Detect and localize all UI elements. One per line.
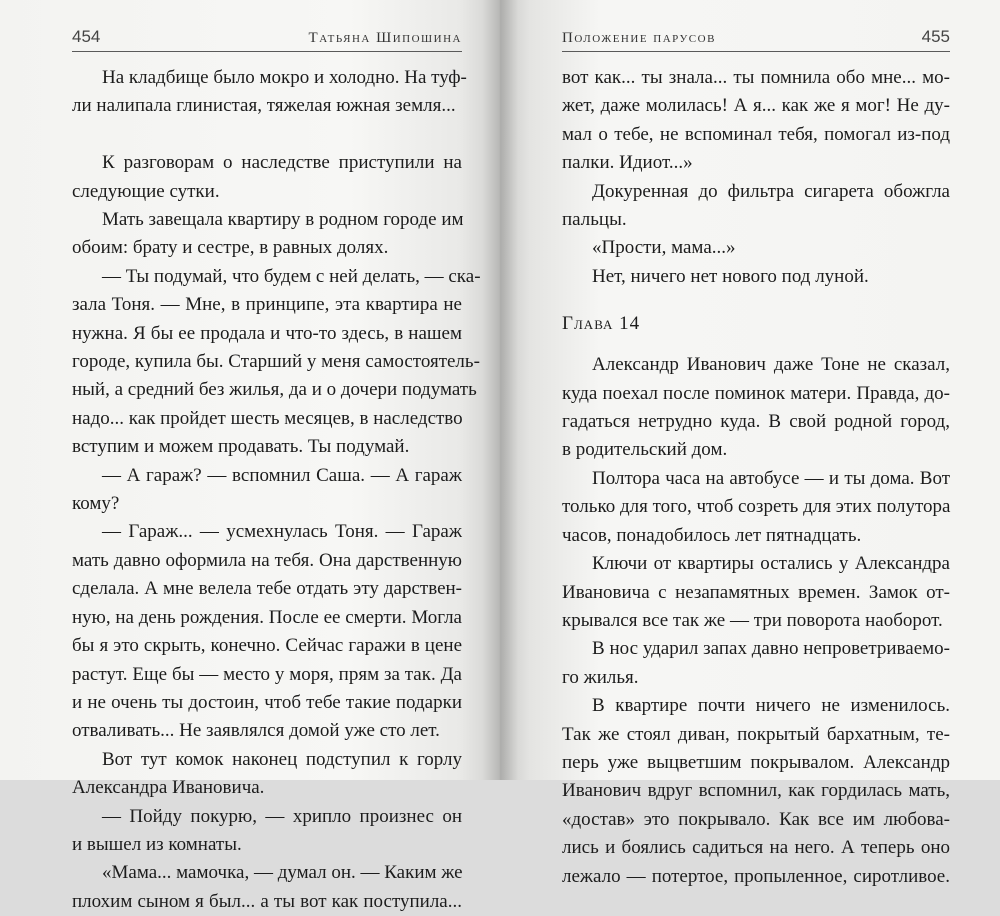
paragraphs-before-chapter [562, 64, 950, 291]
text-line: лежало — потертое, пропыленное, сиротливое. [562, 865, 950, 887]
page-number: 455 [921, 27, 950, 46]
text-line: Нет, ничего нет нового под луной. [592, 265, 869, 287]
text-line: Так же стоял диван, покрытый бархатным, те- [562, 723, 950, 745]
text-line: ли налипала глинистая, тяжелая южная земля... [72, 95, 456, 117]
text-line: в родительский дом. [562, 439, 728, 461]
book-gutter [482, 0, 518, 780]
text-line: — Ты подумай, что будем с ней делать, — ска- [102, 265, 481, 287]
text-line: только для того, чтоб созреть для этих полутора [562, 496, 951, 518]
text-line: следующие сутки. [72, 180, 220, 202]
text-line: На кладбище было мокро и холодно. На туф- [102, 67, 467, 88]
right-page-body-text [562, 64, 950, 891]
left-page [0, 0, 500, 912]
text-line: зала Тоня. — Мне, в принципе, эта квартира не [72, 294, 462, 316]
text-line: ную, на день рождения. После ее смерти. Могла [72, 606, 462, 628]
text-line: отваливать... Не заявлялся домой уже сто лет. [72, 720, 440, 742]
text-line: мать давно оформила на тебя. Она дарственную [72, 549, 462, 571]
text-line: нужна. Я бы ее продала и что-то здесь, в нашем [72, 322, 462, 344]
text-line: вот как... ты знала... ты помнила обо мне... мо- [562, 67, 950, 88]
text-line: жет, даже молилась! А я... как же я мог! Не ду- [562, 95, 950, 117]
text-line: и не очень ты достоин, чтоб тебе такие подарки [72, 691, 462, 713]
text-line: Александра Ивановича. [72, 777, 265, 799]
text-line: палки. Идиот...» [562, 152, 693, 174]
text-line: го жилья. [562, 666, 639, 688]
text-line: вступим и можем продавать. Ты подумай. [72, 436, 410, 458]
paragraphs-after-chapter [562, 351, 950, 891]
text-line: В нос ударил запах давно непроветриваемо- [592, 638, 950, 660]
blank-line [72, 121, 462, 149]
text-line: — Пойду покурю, — хрипло произнес он [102, 805, 462, 827]
text-line: Александр Иванович даже Тоне не сказал, [592, 354, 950, 376]
left-page-body-text [72, 64, 481, 916]
right-page [500, 0, 1000, 887]
text-line: «Мама... мамочка, — думал он. — Каким же [102, 862, 463, 884]
running-title-author: Татьяна Шипошина [308, 30, 462, 46]
text-line: куда поехал после поминок матери. Правда, до- [562, 382, 950, 404]
text-line: Ключи от квартиры остались у Александра [592, 553, 950, 575]
text-line: Полтора часа на автобусе — и ты дома. Вот [592, 467, 950, 489]
text-line: гадаться нетрудно куда. В свой родной город, [562, 411, 950, 433]
text-line: мал о тебе, не вспоминал тебя, помогал из-под [562, 123, 950, 145]
running-title-book: Положение парусов [562, 30, 716, 46]
chapter-heading: Глава 14 [562, 313, 641, 335]
text-line: растут. Еще бы — место у моря, прям за так. Да [72, 663, 462, 685]
text-line: — А гараж? — вспомнил Саша. — А гараж [102, 464, 462, 486]
text-line: В квартире почти ничего не изменилось. [592, 695, 950, 717]
text-line: и вышел из комнаты. [72, 833, 242, 855]
text-line: Докуренная до фильтра сигарета обожгла [592, 180, 950, 202]
text-line: «достав» это покрывало. Как все им любова- [562, 808, 950, 830]
text-line: лись и боялись садиться на него. А теперь оно [562, 837, 950, 859]
page-number: 454 [72, 27, 101, 46]
text-line: К разговорам о наследстве приступили на [102, 152, 462, 174]
text-line: пальцы. [562, 209, 627, 231]
text-line: обоим: брату и сестре, в равных долях. [72, 237, 389, 259]
text-line: Мать завещала квартиру в родном городе им [102, 209, 464, 231]
right-page-header [562, 22, 950, 52]
left-page-header [72, 22, 462, 52]
text-line: плохим сыном я был... а ты вот как поступила... [72, 890, 462, 912]
text-line: Вот тут комок наконец подступил к горлу [102, 748, 462, 770]
text-line: крывался все так же — три поворота наоборот. [562, 609, 943, 631]
text-line: ный, а средний без жилья, да и о дочери подумать [72, 379, 477, 401]
text-line: Иванович вдруг вспомнил, как гордилась мать, [562, 780, 950, 802]
text-line: «Прости, мама...» [592, 237, 736, 259]
text-line: городе, купила бы. Старший у меня самостоятель- [72, 351, 480, 373]
text-line: бы я это скрыть, конечно. Сейчас гаражи в цене [72, 635, 462, 657]
text-line: Ивановича с незапамятных времен. Замок от- [562, 581, 950, 603]
text-line: перь уже выцветшим покрывалом. Александр [562, 751, 950, 773]
text-line: часов, понадобилось лет пятнадцать. [562, 524, 862, 546]
text-line: кому? [72, 493, 120, 515]
text-line: — Гараж... — усмехнулась Тоня. — Гараж [102, 521, 462, 543]
text-line: сделала. А мне велела тебе отдать эту дарствен- [72, 578, 462, 600]
text-line: надо... как пройдет шесть месяцев, в наследство [72, 407, 463, 429]
